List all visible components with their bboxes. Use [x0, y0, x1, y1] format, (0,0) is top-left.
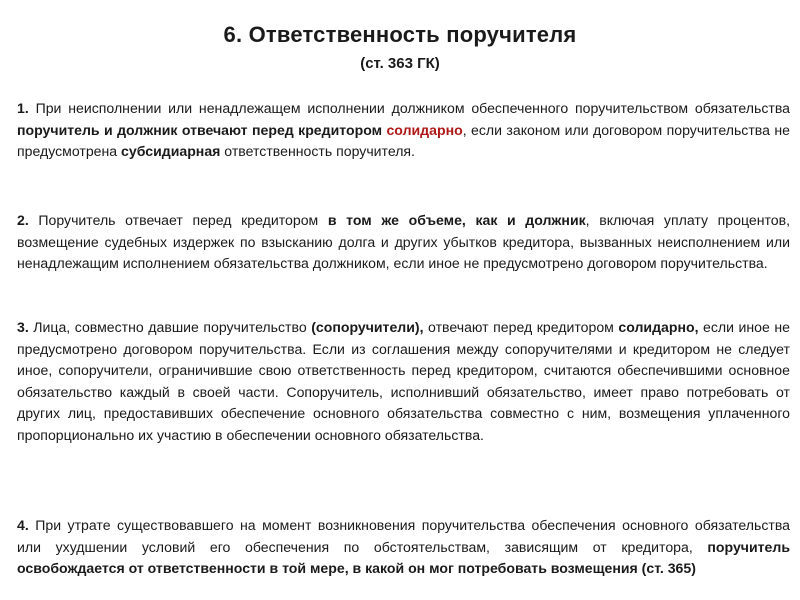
paragraph-text: Лица, совместно давшие поручительство	[28, 319, 312, 335]
slide-title: 6. Ответственность поручителя	[223, 22, 577, 47]
paragraph-number: 4.	[17, 517, 29, 533]
paragraph-text: Поручитель отвечает перед кредитором	[28, 212, 328, 228]
paragraph-text: , если законом или договором поручительства не предусмотрена	[17, 121, 790, 159]
emphasis-text: поручитель освобождается от ответственности в той мере, в какой он мог потребовать возмещения	[17, 538, 790, 576]
paragraph-text: ответственность поручителя.	[220, 143, 415, 159]
emphasis-text: поручитель и должник отвечают перед кредитором	[17, 121, 383, 138]
paragraph-text: При утрате существовавшего на момент возникновения поручительства обеспечения основного обязательства или ухудшении условий его обеспечения по обстоятельствам, зависящим от кредитора,	[17, 517, 790, 555]
highlight-text: солидарно	[386, 121, 463, 138]
paragraph-number: 3.	[17, 319, 29, 335]
paragraph-1	[17, 98, 790, 163]
paragraph-text: отвечают перед кредитором	[423, 319, 619, 335]
citation-text: (ст. 365)	[637, 560, 696, 576]
emphasis-text: субсидиарная	[121, 143, 221, 159]
paragraph-number: 1.	[17, 100, 29, 116]
emphasis-text: в том же объеме, как и должник	[327, 212, 586, 228]
paragraph-4	[17, 515, 790, 580]
slide-subtitle: (ст. 363 ГК)	[360, 55, 440, 72]
emphasis-text: (сопоручители),	[311, 319, 424, 335]
paragraph-number: 2.	[17, 212, 29, 228]
emphasis-text: солидарно,	[618, 319, 699, 335]
paragraph-text: При неисполнении или ненадлежащем исполнении должником обеспеченного поручительством обязательства	[28, 100, 790, 116]
paragraph-text: если иное не предусмотрено договором поручительства. Если из соглашения между сопоручителями и кредитором не следует иное, сопоручители, ограничившие свою ответственность перед кредитором, считаются обеспечившими основное обязательство каждый в своей части. Сопоручитель, исполнивший обязательство, имеет право потребовать от других лиц, предоставивших обеспечение основного обязательства совместно с ним, возмещения уплаченного пропорционально их участию в обеспечении основного обязательства.	[17, 319, 790, 443]
paragraph-text: , включая уплату процентов, возмещение судебных издержек по взысканию долга и других убытков кредитора, вызванных неисполнением или ненадлежащим исполнением обязательства должником, если иное не предусмотрено договором поручительства.	[17, 212, 791, 271]
paragraph-3	[17, 317, 790, 446]
paragraph-2	[17, 210, 790, 275]
